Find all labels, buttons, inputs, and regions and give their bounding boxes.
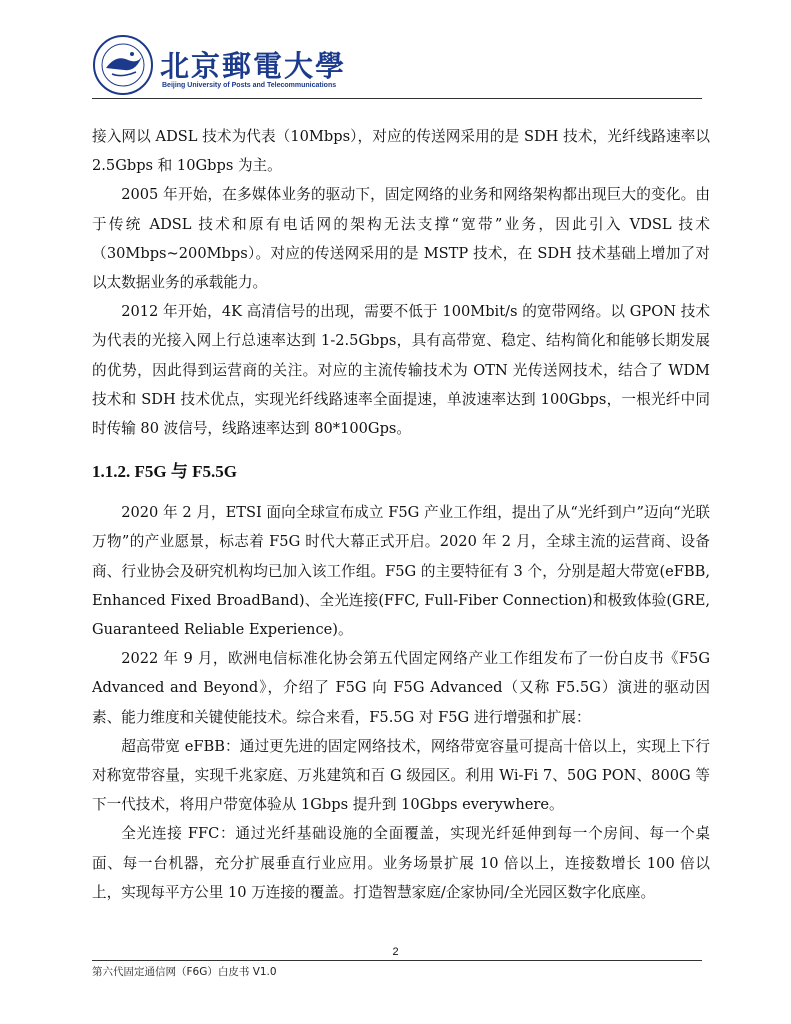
paragraph-1: 接入网以 ADSL 技术为代表（10Mbps），对应的传送网采用的是 SDH 技术，光纤线路速率以 2.5Gbps 和 10Gbps 为主。 <box>92 128 710 175</box>
paragraph-7: 全光连接 FFC：通过光纤基础设施的全面覆盖，实现光纤延伸到每一个房间、每一个桌面、每一台机器，充分扩展垂直行业应用。业务场景扩展 10 倍以上，连接数增长 100 倍以上，实现每平方公里 10 万连接的覆盖。打造智慧家庭/企家协同/全光园区数字化底座。 <box>92 825 710 901</box>
paragraph-4: 2020 年 2 月，ETSI 面向全球宣布成立 F5G 产业工作组，提出了从“光纤到户”迈向“光联万物”的产业愿景，标志着 F5G 时代大幕正式开启。2020 年 2 月，全球主流的运营商、设备商、行业协会及研究机构均已加入该工作组。F5G 的主要特征有 3 个，分别是超大带宽(eFBB, Enhanced Fixed BroadBand)、全光连接(FFC, Full-Fiber Connection)和极致体验(GRE, Guaranteed Reliable Experience)。 <box>92 504 710 639</box>
university-seal-icon <box>92 34 154 96</box>
header-divider <box>92 98 702 99</box>
paragraph-2: 2005 年开始，在多媒体业务的驱动下，固定网络的业务和网络架构都出现巨大的变化。由于传统 ADSL 技术和原有电话网的架构无法支撑“宽带”业务，因此引入 VDSL 技术（30Mbps~200Mbps）。对应的传送网采用的是 MSTP 技术，在 SDH 技术基础上增加了对以太数据业务的承载能力。 <box>92 186 710 292</box>
footer-divider <box>92 960 702 961</box>
logo-name: 北京郵電大學 <box>160 49 347 83</box>
document-body <box>92 122 710 907</box>
logo-english-name: Beijing University of Posts and Telecommunications <box>162 82 337 89</box>
paragraph-5: 2022 年 9 月，欧洲电信标准化协会第五代固定网络产业工作组发布了一份白皮书《F5G Advanced and Beyond》，介绍了 F5G 向 F5G Advanced（又称 F5.5G）演进的驱动因素、能力维度和关键使能技术。综合来看，F5.5G 对 F5G 进行增强和扩展： <box>92 650 710 726</box>
page-header <box>92 30 702 98</box>
section-heading: 1.1.2. F5G 与 F5.5G <box>92 462 237 482</box>
paragraph-3: 2012 年开始，4K 高清信号的出现，需要不低于 100Mbit/s 的宽带网络。以 GPON 技术为代表的光接入网上行总速率达到 1-2.5Gbps，具有高带宽、稳定、结构简化和能够长期发展的优势，因此得到运营商的关注。对应的主流传输技术为 OTN 光传送网技术，结合了 WDM 技术和 SDH 技术优点，实现光纤线路速率全面提速，单波速率达到 100Gbps，一根光纤中同时传输 80 波信号，线路速率达到 80*100Gps。 <box>92 303 711 438</box>
footer-document-title: 第六代固定通信网（F6G）白皮书 V1.0 <box>92 966 277 978</box>
page-number: 2 <box>392 946 399 958</box>
paragraph-6: 超高带宽 eFBB：通过更先进的固定网络技术，网络带宽容量可提高十倍以上，实现上下行对称宽带容量，实现千兆家庭、万兆建筑和百 G 级园区。利用 Wi-Fi 7、50G PON、800G 等下一代技术，将用户带宽体验从 1Gbps 提升到 10Gbps everywhere。 <box>92 737 710 814</box>
